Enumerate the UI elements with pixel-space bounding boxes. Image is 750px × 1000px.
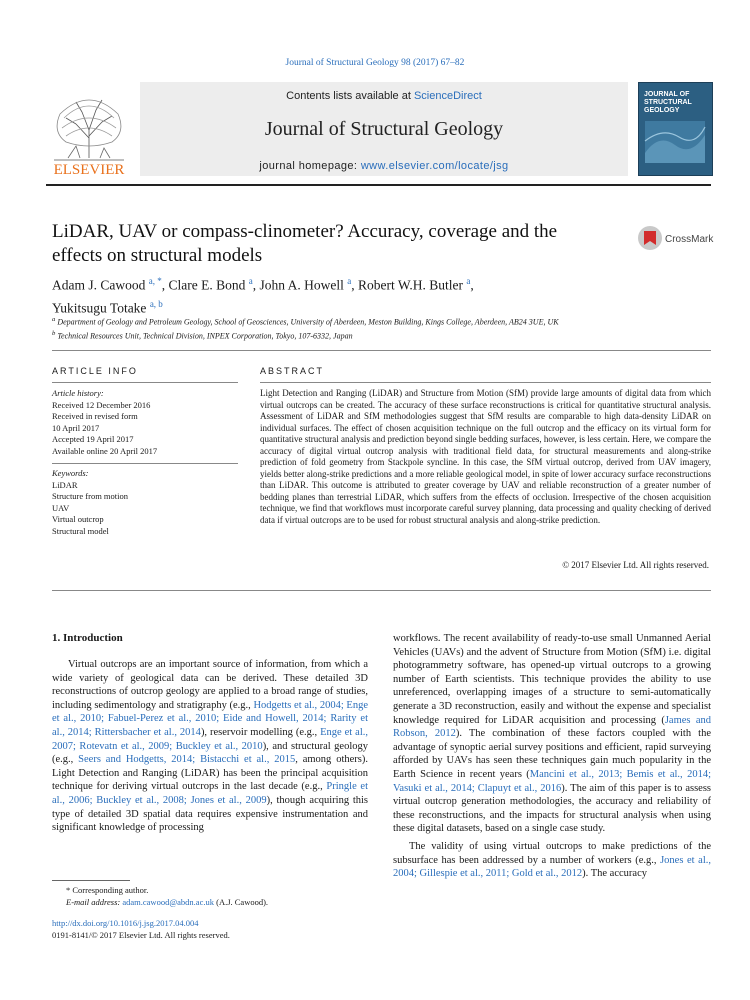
keywords [52,468,242,537]
text-run: The validity of using virtual outcrops to make predictions of the subsurface has been addressed by a number of workers (e.g., [393,840,711,866]
keyword: Structure from motion [52,491,129,501]
journal-reference[interactable]: Journal of Structural Geology 98 (2017) 67–82 [285,58,465,68]
header-divider [46,184,711,186]
sciencedirect-link[interactable]: ScienceDirect [413,90,482,102]
footnote-divider [52,880,130,881]
doi-link[interactable]: http://dx.doi.org/10.1016/j.jsg.2017.04.004 [52,918,199,928]
history-label: Article history: [52,388,104,398]
author-affiliation-marker[interactable]: a, b [149,298,163,309]
footnotes [52,884,368,908]
citation-link[interactable]: James and Robson, 2012 [393,714,711,740]
affiliation-a: $^a$ Department of Geology and Petroleum Geology, School of Geosciences, University of Aberdeen, Meston Building, Kings College, Aberdeen, AB24 3UE, UK [52,316,559,327]
citation-link[interactable]: Hodgetts et al., 2004; Enge et al., 2010; Fabuel-Perez et al., 2010; Eide and Howell, 2014; Rarity et al., 2014; Rittersbacher et al., 2014 [52,699,368,738]
article-title: LiDAR, UAV or compass-clinometer? Accuracy, coverage and the effects on structural models [52,221,558,266]
citation-link[interactable]: Jones et al., 2004; Gillespie et al., 2011; Gold et al., 2012 [393,854,711,880]
divider [52,463,238,464]
text-run: workflows. The recent availability of ready-to-use small Unmanned Aerial Vehicles (UAVs) and the advent of Structure from Motion (SfM) i.e. digital photogrammetry software, has opened-up virtual outcrops to a growing number of Earth scientists. This technique provides the ability to use unreferenced, overlapping images of a structure to semi-automatically generate a 3D reconstruction, easily and without the expense and specialist knowledge required for LiDAR acquisition and processing ( [393,633,711,726]
citation-link[interactable]: Seers and Hodgetts, 2014; Bistacchi et al., 2015 [78,754,296,766]
journal-header [46,82,711,176]
publisher-name: ELSEVIER [53,162,125,176]
author-affiliation-marker[interactable]: a [466,276,471,286]
abstract-copyright: © 2017 Elsevier Ltd. All rights reserved. [562,560,709,570]
author: Adam J. Cawood [52,277,146,293]
body-column-left [52,658,368,835]
author-affiliation-marker[interactable]: a [248,276,253,286]
abstract-heading: ABSTRACT [260,366,325,376]
citation-link[interactable]: Mancini et al., 2013; Bemis et al., 2014; Vasuki et al., 2014; Clapuyt et al., 2016 [393,768,711,794]
author-list [52,272,652,317]
article-info-heading: ARTICLE INFO [52,366,138,376]
text-run: Virtual outcrops are an important source of information, from which a wide variety of geological data can be derived. These detailed 3D reconstructions of outcrop geology are applied to a broad range of studies, including sedimentology and stratigraphy (e.g., [52,659,368,711]
author: Yukitsugu Totake [52,300,147,315]
elsevier-logo [46,88,132,176]
corresponding-author-note: * Corresponding author. [66,885,149,895]
homepage-link[interactable]: www.elsevier.com/locate/jsg [360,160,509,172]
affiliations [52,314,692,341]
journal-name: Journal of Structural Geology [264,118,504,140]
divider [52,382,238,383]
cover-title: JOURNAL OF STRUCTURAL GEOLOGY [644,91,692,114]
history-item: Available online 20 April 2017 [52,445,158,456]
article-identifiers [52,917,368,941]
keywords-label: Keywords: [52,468,89,478]
citation-link[interactable]: Enge et al., 2007; Rotevatn et al., 2009; Buckley et al., 2010 [52,726,368,752]
paragraph [393,840,711,881]
history-item: Received in revised form [52,411,138,421]
history-item: 10 April 2017 [52,422,100,433]
divider [52,350,711,351]
keyword: Structural model [52,525,109,536]
author-affiliation-marker[interactable]: a, * [148,276,162,286]
text-run: ). The accuracy [582,868,647,880]
journal-banner [140,82,628,176]
history-item: Received 12 December 2016 [52,399,151,410]
author: Robert W.H. Butler [358,277,463,293]
author: John A. Howell [259,277,344,293]
author-email-link[interactable]: adam.cawood@abdn.ac.uk [122,897,214,907]
text-run: ), and structural geology (e.g., [52,740,369,766]
contents-line: Contents lists available at ScienceDirect [286,90,482,102]
issn-copyright: 0191-8141/© 2017 Elsevier Ltd. All rights reserved. [52,930,230,940]
divider [260,382,711,383]
author-affiliation-marker[interactable]: a [347,276,352,286]
crossmark-badge[interactable] [636,224,716,252]
keyword: UAV [52,502,70,513]
paragraph [393,632,711,836]
keyword: LiDAR [52,479,78,490]
divider [52,590,711,591]
citation-link[interactable]: Pringle et al., 2006; Buckley et al., 2008; Jones et al., 2009 [52,781,368,806]
body-column-right [393,632,711,881]
history-item: Accepted 19 April 2017 [52,434,134,444]
article-history [52,388,242,457]
journal-cover-thumbnail[interactable] [638,82,713,176]
text-run: ), though acquiring this type of detailed 3D spatial data requires expensive instrumentation and significant knowledge of processing [52,794,368,834]
author: Clare E. Bond [168,277,246,293]
text-run: , among others). Light Detection and Ranging (LiDAR) has been the principal acquisition technique for deriving virtual outcrops in the last decade (e.g., [52,754,368,793]
section-heading-introduction: 1. Introduction [52,632,123,644]
text-run: ). The aim of this paper is to assess virtual outcrop generation methodologies, the accuracy and reliability of these reconstructions, and the impacts for structural analysis when using these digital datasets, based on a single case study. [393,782,711,835]
abstract-text: Light Detection and Ranging (LiDAR) and Structure from Motion (SfM) provide large amounts of digital data from which virtual outcrops can be created. The accuracy of these surface reconstructions is critical for quantitative structural analysis. Assessment of LiDAR and SfM methodologies suggest that SfM results are comparable to high data-density LiDAR on individual surfaces. The effect of chosen acquisition technique on the full outcrop and the efficacy on its virtual form for quantitative structural analysis and prediction beyond single bedding surfaces, however, is less certain. Here, we compare the accuracy of digital virtual outcrop analysis with traditional field data, for structural measurements and along-strike prediction of fold geometry from Stackpole syncline. In this case, the SfM virtual outcrop, derived from UAV imagery, yields better along-strike predictions and a more reliable geological model, in spite of lower accuracy surface reconstructions than LiDAR. This outcome is attributed to greater coverage by UAV and reliable reconstruction of a greater number of bedding planes than terrestrial LiDAR, which suffers from the effects of occlusion. Irrespective of the chosen acquisition technique, we find that workflows must incorporate careful survey planning, data processing and quality checking of derived data if virtual outcrops are to be used for robust structural analysis and along-strike prediction. [260,388,711,525]
affiliation-b: $^b$ Technical Resources Unit, Technical Division, INPEX Corporation, Tokyo, 107-6332, Japan [52,329,353,341]
authors-line-1: Adam J. Cawood $^{a, *}$, Clare E. Bond $^a$, John A. Howell $^a$, Robert W.H. Butler $^a$, [52,276,474,293]
crossmark-label: CrossMark [665,234,714,245]
keyword: Virtual outcrop [52,514,104,524]
homepage-line: journal homepage: www.elsevier.com/locate/jsg [259,160,509,172]
text-run: ). The combination of these factors coupled with the advantage of synoptic aerial survey positions and efficient, rapid surveying afforded by UAVs has seen these techniques gain much popularity in the Earth Science in recent years ( [393,728,712,780]
text-run: ), reservoir modelling (e.g., [200,726,321,738]
email-note: E-mail address: adam.cawood@abdn.ac.uk (A.J. Cawood). [66,897,269,907]
paragraph [52,658,368,835]
